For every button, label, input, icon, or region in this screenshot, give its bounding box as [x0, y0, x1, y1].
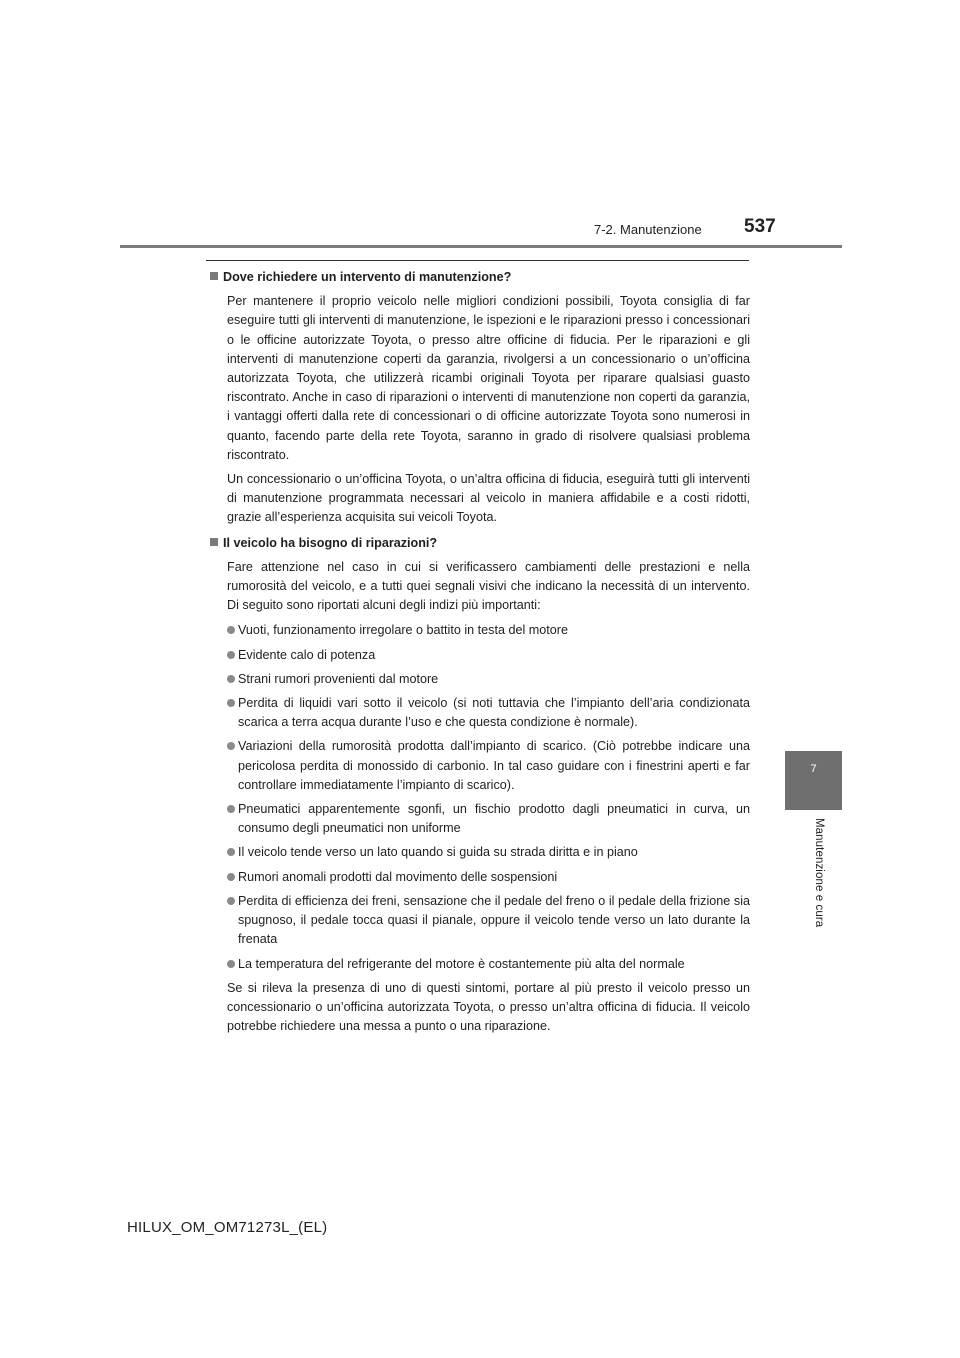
square-bullet-icon — [210, 538, 218, 546]
list-item: Strani rumori provenienti dal motore — [227, 670, 750, 689]
page-content — [210, 268, 750, 1036]
list-item: Vuoti, funzionamento irregolare o battito in testa del motore — [227, 621, 750, 640]
section-heading-text: Dove richiedere un intervento di manutenzione? — [223, 270, 512, 284]
list-item: La temperatura del refrigerante del motore è costantemente più alta del normale — [227, 955, 750, 974]
circle-bullet-icon — [227, 960, 235, 968]
body-paragraph: Per mantenere il proprio veicolo nelle migliori condizioni possibili, Toyota consiglia di far eseguire tutti gli interventi di manutenzione, le ispezioni e le riparazioni presso i concessionari o le officine autorizzate Toyota, o presso altre officine di fiducia. Per le riparazioni e gli interventi di manutenzione coperti da garanzia, rivolgersi a un concessionario o un’officina autorizzata Toyota, che utilizzerà ricambi originali Toyota per riparare qualsiasi guasto riscontrato. Anche in caso di riparazioni o interventi di manutenzione non coperti da garanzia, i vantaggi offerti dalla rete di concessionari o di officine autorizzate Toyota sono numerosi in quanto, facendo parte della rete Toyota, saranno in grado di risolvere qualsiasi problema riscontrato. — [227, 294, 750, 462]
circle-bullet-icon — [227, 699, 235, 707]
section-heading — [210, 268, 750, 287]
section-heading — [210, 534, 750, 553]
body-paragraph: Un concessionario o un’officina Toyota, o un’altra officina di fiducia, eseguirà tutti gli interventi di manutenzione programmata necessari al veicolo in maniera affidabile e a costi ridotti, grazie all’esperienza acquisita sui veicoli Toyota. — [227, 472, 750, 525]
document-code: HILUX_OM_OM71273L_(EL) — [127, 1219, 328, 1236]
symptom-list — [227, 621, 750, 973]
list-item: Evidente calo di potenza — [227, 646, 750, 665]
section-heading-text: Il veicolo ha bisogno di riparazioni? — [223, 535, 438, 550]
chapter-tab-label: Manutenzione e cura — [813, 818, 825, 928]
circle-bullet-icon — [227, 651, 235, 659]
circle-bullet-icon — [227, 742, 235, 750]
header-section-title: 7-2. Manutenzione — [594, 222, 702, 237]
circle-bullet-icon — [227, 873, 235, 881]
list-item: Rumori anomali prodotti dal movimento delle sospensioni — [227, 868, 750, 887]
square-bullet-icon — [210, 272, 218, 280]
list-item: Il veicolo tende verso un lato quando si guida su strada diritta e in piano — [227, 843, 750, 862]
content-divider — [206, 260, 749, 261]
circle-bullet-icon — [227, 675, 235, 683]
circle-bullet-icon — [227, 626, 235, 634]
list-item: Perdita di liquidi vari sotto il veicolo (si noti tuttavia che l’impianto dell’aria condizionata scarica a terra acqua durante l’uso e che questa condizione è normale). — [227, 694, 750, 732]
circle-bullet-icon — [227, 848, 235, 856]
closing-paragraph: Se si rileva la presenza di uno di questi sintomi, portare al più presto il veicolo presso un concessionario o un’officina autorizzata Toyota, o presso un’altra officina di fiducia. Il veicolo potrebbe richiedere una messa a punto o una riparazione. — [227, 980, 750, 1034]
header-divider — [120, 245, 842, 248]
list-item: Pneumatici apparentemente sgonfi, un fischio prodotto dagli pneumatici in curva, un consumo degli pneumatici non uniforme — [227, 800, 750, 838]
chapter-tab[interactable] — [785, 751, 842, 810]
circle-bullet-icon — [227, 897, 235, 905]
circle-bullet-icon — [227, 805, 235, 813]
page-number: 537 — [744, 216, 776, 237]
body-paragraph: Fare attenzione nel caso in cui si verificassero cambiamenti delle prestazioni e nella rumorosità del veicolo, e a tutti quei segnali visivi che indicano la necessità di un intervento. Di seguito sono riportati alcuni degli indizi più importanti: — [227, 559, 750, 613]
chapter-tab-number: 7 — [810, 763, 817, 775]
list-item: Variazioni della rumorosità prodotta dall’impianto di scarico. (Ciò potrebbe indicare una pericolosa perdita di monossido di carbonio. In tal caso guidare con i finestrini aperti e far controllare immediatamente l’impianto di scarico). — [227, 737, 750, 795]
list-item: Perdita di efficienza dei freni, sensazione che il pedale del freno o il pedale della frizione sia spugnoso, il pedale tocca quasi il pianale, oppure il veicolo tende verso un lato durante la frenata — [227, 892, 750, 950]
